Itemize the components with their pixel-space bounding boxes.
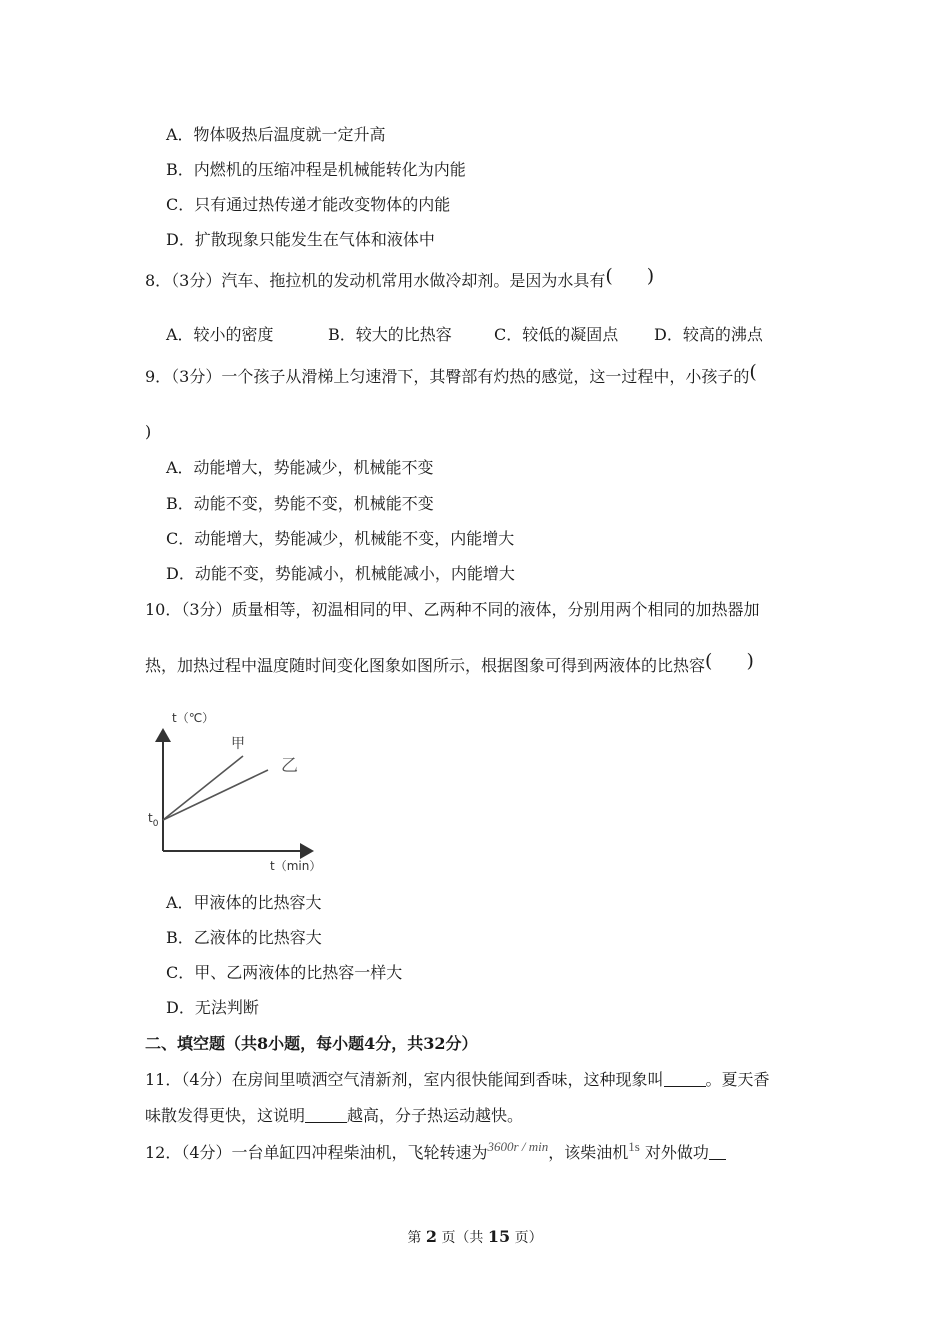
q10-option-d: D．无法判断 [166,998,259,1017]
q8-option-d: D．较高的沸点 [654,325,763,344]
q8-paren-close: ) [646,265,655,287]
q8-option-c: C．较低的凝固点 [494,325,619,344]
q9-stem [145,361,757,387]
origin-label [148,811,159,829]
q9-paren-open: ( [749,361,757,383]
label-jia: 甲 [231,736,245,752]
q9-option-b: B．动能不变，势能不变，机械能不变 [166,494,434,513]
q12-text-b: ，该柴油机 [548,1143,629,1162]
footer-total-pages: 15 [487,1227,511,1246]
q12-time: 1s [628,1139,640,1154]
q10-option-c: C．甲、乙两液体的比热容一样大 [166,963,403,982]
q7-option-a: A．物体吸热后温度就一定升高 [166,125,386,144]
q12-text-c: 对外做功 [644,1143,709,1162]
q8-stem-text: 8．（3分）汽车、拖拉机的发动机常用水做冷却剂。是因为水具有 [145,271,606,290]
q7-option-c: C．只有通过热传递才能改变物体的内能 [166,195,451,214]
q12-text-a: 12．（4分）一台单缸四冲程柴油机，飞轮转速为 [145,1143,488,1162]
q11-line2-text-a: 味散发得更快，这说明 [145,1106,306,1125]
section2-title: 二、填空题（共8小题，每小题4分，共32分） [145,1034,478,1053]
q12-line [145,1139,726,1164]
q9-paren-close: ) [145,422,152,441]
q11-line2 [145,1106,523,1126]
q7-option-b: B．内燃机的压缩冲程是机械能转化为内能 [166,160,466,179]
q8-option-b: B．较大的比热容 [328,325,452,344]
footer-middle: 页（共 [441,1230,484,1246]
page-footer [0,1227,950,1248]
label-yi: 乙 [281,756,298,776]
q7-option-d: D．扩散现象只能发生在气体和液体中 [166,230,435,249]
q8-paren-open: ( [605,265,613,287]
q11-blank-1 [664,1070,706,1087]
q10-stem-line2-text: 热，加热过程中温度随时间变化图象如图所示，根据图象可得到两液体的比热容 [145,656,706,675]
q10-option-b: B．乙液体的比热容大 [166,928,322,947]
q12-speed: 3600r / min [487,1139,549,1154]
q11-line1 [145,1070,770,1090]
q9-option-c: C．动能增大，势能减少，机械能不变，内能增大 [166,529,515,548]
q9-option-a: A．动能增大，势能减少，机械能不变 [166,458,434,477]
q10-paren-close: ) [746,650,754,672]
q8-option-a: A．较小的密度 [166,325,274,344]
origin-label-t: t [148,811,153,825]
footer-page-number: 2 [425,1227,437,1246]
footer-suffix: 页） [514,1230,543,1246]
q12-blank [709,1143,726,1160]
temperature-time-graph [140,700,340,880]
q11-line2-text-b: 越高，分子热运动越快。 [347,1106,524,1125]
x-axis-label: t（min） [270,859,322,873]
q11-line1-text-a: 11．（4分）在房间里喷洒空气清新剂，室内很快能闻到香味，这种现象叫 [145,1070,664,1089]
q10-stem-line1: 10．（3分）质量相等，初温相同的甲、乙两种不同的液体，分别用两个相同的加热器加 [145,600,760,619]
q10-option-a: A．甲液体的比热容大 [166,893,322,912]
q8-stem [145,265,655,291]
origin-subscript: 0 [152,819,159,829]
q10-stem-line2 [145,650,754,676]
q11-line1-text-b: 。夏天香 [705,1070,770,1089]
q9-option-d: D．动能不变，势能减小，机械能减小，内能增大 [166,564,515,583]
q11-blank-2 [305,1106,347,1123]
footer-prefix: 第 [407,1230,422,1246]
y-axis-label: t（℃） [172,711,215,725]
q9-stem-text: 9．（3分）一个孩子从滑梯上匀速滑下，其臀部有灼热的感觉，这一过程中，小孩子的 [145,367,750,386]
q10-paren-open: ( [705,650,713,672]
